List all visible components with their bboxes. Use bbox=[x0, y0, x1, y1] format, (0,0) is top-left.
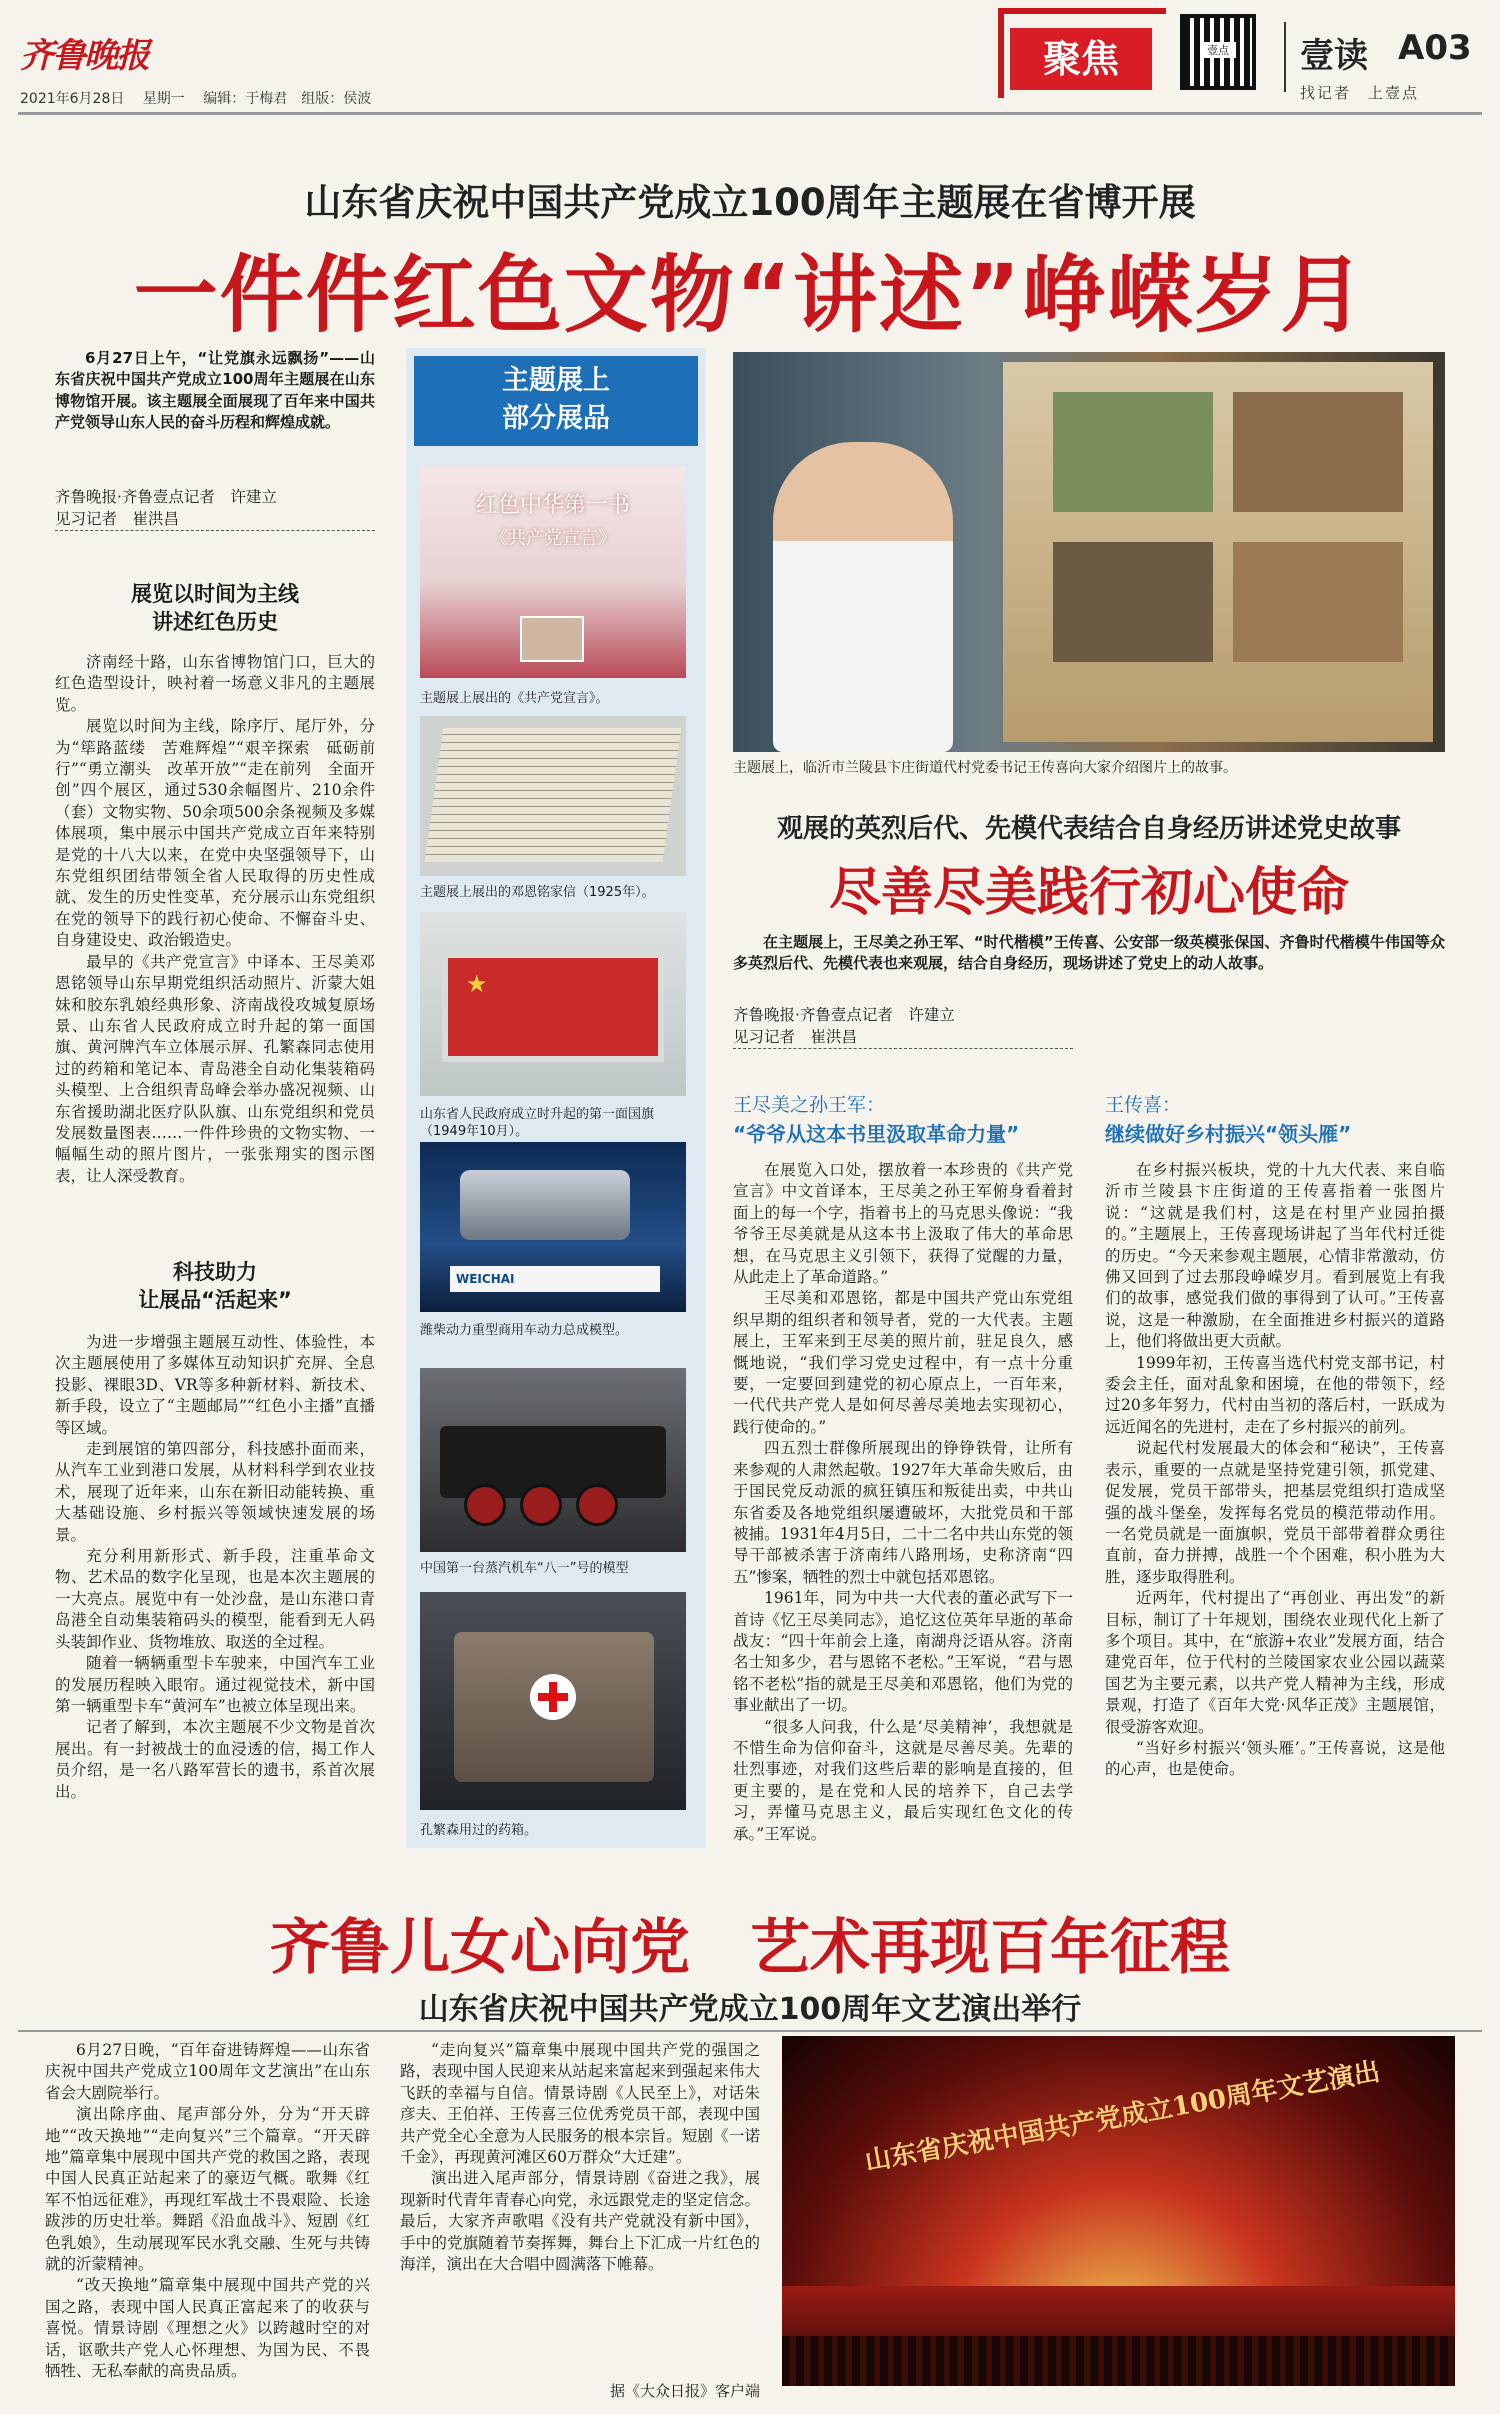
paragraph: 随着一辆辆重型卡车驶来，中国汽车工业的发展历程映入眼帘。通过视觉技术，新中国第一辆重型卡车“黄河车”也被立体呈现出来。 bbox=[55, 1654, 375, 1715]
byline-intern: 见习记者 崔洪昌 bbox=[55, 508, 375, 531]
qr-label: 壹点 bbox=[1200, 42, 1236, 58]
paragraph: 走到展馆的第四部分，科技感扑面而来，从汽车工业到港口发展，从材料科学到农业技术，展现了近年来，山东在新旧动能转换、重大基础设施、乡村振兴等领域快速发展的场景。 bbox=[55, 1440, 375, 1544]
paragraph: 记者了解到，本次主题展不少文物是首次展出。有一封被战士的血浸透的信，揭工作人员介绍，是一名八路军营长的遗书，系首次展出。 bbox=[55, 1718, 375, 1801]
byline-intern: 见习记者 崔洪昌 bbox=[733, 1026, 1073, 1049]
story2-body-2 bbox=[1105, 1160, 1445, 1852]
exhibit-photo-manifesto[interactable] bbox=[420, 466, 686, 678]
story2-lead bbox=[733, 932, 1445, 975]
stage-banner: 山东省庆祝中国共产党成立100周年文艺演出 bbox=[862, 2056, 1383, 2178]
slogan: 找记者 上壹点 bbox=[1300, 84, 1420, 102]
story3-kicker: 山东省庆祝中国共产党成立100周年文艺演出举行 bbox=[418, 1992, 1082, 2027]
paragraph: 为进一步增强主题展互动性、体验性，本次主题展使用了多媒体互动知识扩充屏、全息投影、裸眼3D、VR等多种新材料、新技术、新手段，设立了“主题邮局”“红色小主播”直播等区域。 bbox=[55, 1333, 375, 1437]
subhead-line: 科技助力 bbox=[173, 1260, 257, 1284]
exhibits-header bbox=[414, 356, 698, 446]
paragraph: 1999年初，王传喜当选代村党支部书记，村委会主任，面对乱象和困境，在他的带领下，经过20多年努力，代村由当初的落后村，一跃成为远近闻名的先进村，走在了乡村振兴的前列。 bbox=[1105, 1353, 1445, 1436]
exhibit-caption: 主题展上展出的邓恩铭家信（1925年）。 bbox=[420, 885, 655, 900]
story2-quote-1: “爷爷从这本书里汲取革命力量” bbox=[733, 1122, 1020, 1146]
performance-photo[interactable] bbox=[782, 2036, 1455, 2386]
locomotive-wheel bbox=[576, 1484, 618, 1526]
masthead-rule bbox=[18, 112, 1482, 115]
story2-person-2: 王传喜： bbox=[1105, 1094, 1182, 1116]
masthead-divider bbox=[1284, 22, 1286, 92]
paragraph: 最早的《共产党宣言》中译本、王尽美邓恩铭领导山东早期党组织活动照片、沂蒙大姐妹和胶东乳娘经典形象、济南战役攻城复原场景、山东省人民政府成立时升起的第一面国旗、黄河牌汽车立体展示屏、孔繁森同志使用过的药箱和笔记本、青岛港全自动化集装箱码头模型、上合组织青岛峰会举办盛况视频、山东省援助湖北医疗队队旗、山东党组织和党员发展数量图表……一件件珍贵的文物实物、一幅幅生动的照片图片，一张张翔实的图示图表，让人深受教育。 bbox=[55, 952, 375, 1185]
photo-panel-image bbox=[1233, 542, 1403, 662]
exhibit-caption: 山东省人民政府成立时升起的第一面国旗（1949年10月）。 bbox=[420, 1107, 655, 1139]
paragraph: “很多人问我，什么是‘尽美精神’，我想就是不惜生命为信仰奋斗，这就是尽善尽美。先辈的壮烈事迹，对我们这些后辈的影响是直接的，但更主要的，是在党和人民的培养下，自己去学习，弄懂马克思主义，最后实现红色文化的传承。”王军说。 bbox=[733, 1717, 1073, 1843]
story3-body-right bbox=[400, 2040, 760, 2378]
paragraph: 6月27日晚，“百年奋进铸辉煌——山东省庆祝中国共产党成立100周年文艺演出”在山东省会大剧院举行。 bbox=[45, 2041, 370, 2102]
photo-overlay-title: 红色中华第一书 bbox=[475, 493, 630, 518]
story3-source: 据《大众日报》客户端 bbox=[609, 2382, 760, 2400]
exhibit-caption: 孔繁森用过的药箱。 bbox=[420, 1823, 538, 1838]
exhibits-header-line: 主题展上 bbox=[502, 365, 610, 396]
story1-byline bbox=[55, 486, 375, 531]
locomotive-wheel bbox=[520, 1484, 562, 1526]
paragraph: “当好乡村振兴‘领头雁’。”王传喜说，这是他的心声，也是使命。 bbox=[1105, 1738, 1445, 1779]
subhead-line: 让展品“活起来” bbox=[138, 1288, 292, 1312]
newspaper-logo: 齐鲁晚报 bbox=[20, 36, 148, 76]
paragraph: 1961年，同为中共一大代表的董必武写下一首诗《忆王尽美同志》，追忆这位英年早逝的革命战友：“四十年前会上逢，南湖舟泛语从容。济南名士知多少，君与恩铭不老松。”王军说，“君与恩铭不老松”指的就是王尽美和邓恩铭，他们为党的事业献出了一切。 bbox=[733, 1589, 1073, 1715]
paragraph: 济南经十路，山东省博物馆门口，巨大的红色造型设计，映衬着一场意义非凡的主题展览。 bbox=[55, 653, 375, 714]
byline-reporter: 齐鲁晚报·齐鲁壹点记者 许建立 bbox=[733, 1006, 955, 1024]
story3-body-left bbox=[45, 2040, 370, 2390]
story1-kicker: 山东省庆祝中国共产党成立100周年主题展在省博开展 bbox=[304, 181, 1196, 224]
book-icon bbox=[520, 616, 584, 662]
editors: 编辑：于梅君 组版：侯波 bbox=[203, 91, 372, 107]
story2-quote-2: 继续做好乡村振兴“领头雁” bbox=[1105, 1122, 1352, 1146]
exhibit-caption: 主题展上展出的《共产党宣言》。 bbox=[420, 691, 609, 706]
exhibit-photo-medicine-box[interactable] bbox=[420, 1592, 686, 1810]
exhibits-header-line: 部分展品 bbox=[502, 403, 610, 434]
audience bbox=[782, 2336, 1455, 2386]
story2-byline bbox=[733, 1004, 1073, 1049]
story1-body-1 bbox=[55, 652, 375, 1248]
paragraph: 充分利用新形式、新手段，注重革命文物、艺术品的数字化呈现，也是本次主题展的一大亮点。展览中有一处沙盘，是山东港口青岛港全自动集装箱码头的模型，能看到无人码头装卸作业、货物堆放、取送的全过程。 bbox=[55, 1547, 375, 1651]
paragraph: 四五烈士群像所展现出的铮铮铁骨，让所有来参观的人肃然起敬。1927年大革命失败后，由于国民党反动派的疯狂镇压和叛徒出卖，中共山东省委及各地党组织屡遭破坏，大批党员和干部被捕。1931年4月5日，二十二名中共山东党的领导干部被杀害于济南纬八路刑场，史称济南“四五”惨案，牺牲的烈士中就包括邓恩铭。 bbox=[733, 1439, 1073, 1586]
story2-body-1 bbox=[733, 1160, 1073, 1852]
story1-subhead-1 bbox=[55, 580, 375, 636]
date-line bbox=[20, 88, 371, 108]
main-photo-caption: 主题展上，临沂市兰陵县卞庄街道代村党委书记王传喜向大家介绍图片上的故事。 bbox=[733, 760, 1237, 776]
exhibit-caption: 中国第一台蒸汽机车“八一”号的模型 bbox=[420, 1561, 629, 1576]
weichai-sign bbox=[450, 1266, 660, 1292]
story1-lead bbox=[55, 348, 375, 434]
exhibit-photo-flag[interactable] bbox=[420, 912, 686, 1096]
paragraph: 近两年，代村提出了“再创业、再出发”的新目标，制订了十年规划，围绕农业现代化上新了多个项目。其中，在“旅游+农业”发展方面，结合建党百年，位于代村的兰陵国家农业公园以蔬菜国艺为主要元素，以共产党人精神为主线，形成景观，打造了《百年大党·风华正茂》主题展馆，很受游客欢迎。 bbox=[1105, 1589, 1445, 1736]
story3-headline: 齐鲁儿女心向党 艺术再现百年征程 bbox=[270, 1913, 1230, 1983]
red-cross-icon bbox=[530, 1674, 576, 1720]
exhibit-photo-locomotive[interactable] bbox=[420, 1368, 686, 1552]
exhibit-photo-letter[interactable] bbox=[420, 716, 686, 876]
paragraph: 展览以时间为主线，除序厅、尾厅外，分为“筚路蓝缕 苦难辉煌”“艰辛探索 砥砺前行”“勇立潮头 改革开放”“走在前列 全面开创”四个展区，通过530余幅图片、210余件（套）文物实物、50余项500余条视频及多媒体展项，集中展示中国共产党成立百年来特别是党的十八大以来，在党中央坚强领导下，山东党组织团结带领全省人民取得的历史性成就、发生的历史性变革，充分展示山东党组织在党的领导下的践行初心使命、不懈奋斗史、自身建设史、政治锻造史。 bbox=[55, 717, 375, 950]
photo-panel-image bbox=[1053, 542, 1213, 662]
story2-lead-text: 在主题展上，王尽美之孙王军、“时代楷模”王传喜、公安部一级英模张保国、齐鲁时代楷模牛伟国等众多英烈后代、先模代表也来观展，结合自身经历，现场讲述了党史上的动人故事。 bbox=[733, 933, 1445, 973]
paragraph: 王尽美和邓恩铭，都是中国共产党山东党组织早期的组织者和领导者，党的一大代表。主题展上，王军来到王尽美的照片前，驻足良久，感慨地说，“我们学习党史过程中，有一点十分重要，一定要回到建党的初心原点上，一百年来，一代代共产党人是如何尽善尽美地去实现初心，践行使命的。” bbox=[733, 1289, 1073, 1436]
flag-case bbox=[442, 952, 664, 1062]
page-number: A03 bbox=[1398, 28, 1472, 68]
story2-person-1: 王尽美之孙王军： bbox=[733, 1094, 886, 1116]
paragraph: 演出进入尾声部分，情景诗剧《奋进之我》，展现新时代青年青春心向党，永远跟党走的坚定信念。最后，大家齐声歌唱《没有共产党就没有新中国》，手中的党旗随着节奏挥舞，舞台上下汇成一片红色的海洋，演出在大合唱中圆满落下帷幕。 bbox=[400, 2169, 760, 2274]
story1-headline: 一件件红色文物“讲述”峥嵘岁月 bbox=[133, 246, 1367, 344]
main-photo[interactable] bbox=[733, 352, 1445, 752]
qr-code[interactable] bbox=[1180, 14, 1256, 90]
subhead-line: 展览以时间为主线 bbox=[131, 582, 299, 606]
letter-paper bbox=[425, 728, 682, 862]
subhead-line: 讲述红色历史 bbox=[152, 610, 278, 634]
section-tab[interactable]: 聚焦 bbox=[1010, 28, 1152, 90]
paragraph: “走向复兴”篇章集中展现中国共产党的强国之路，表现中国人民迎来从站起来富起来到强起来伟大飞跃的幸福与自信。情景诗剧《人民至上》，对话朱彦夫、王伯祥、王传喜三位优秀党员干部，表现中国共产党全心全意为人民服务的根本宗旨。短剧《一诺千金》，再现黄河滩区60万群众“大迁建”。 bbox=[400, 2041, 760, 2167]
story2-kicker: 观展的英烈后代、先模代表结合自身经历讲述党史故事 bbox=[776, 814, 1401, 844]
exhibit-photo-engine[interactable] bbox=[420, 1142, 686, 1312]
paragraph: 在乡村振兴板块，党的十九大代表、来自临沂市兰陵县卞庄街道的王传喜指着一张图片说：“这就是我们村，这是在村里产业园拍摄的。”主题展上，王传喜现场讲起了当年代村迁徙的历史。“今天来参观主题展，心情非常激动，仿佛又回到了过去那段峥嵘岁月。看到展览上有我们的故事，感觉我们做的事得到了认可。”王传喜说，这是一种激励，在全面推进乡村振兴的道路上，他们将做出更大贡献。 bbox=[1105, 1161, 1445, 1351]
story2-headline: 尽善尽美践行初心使命 bbox=[828, 863, 1349, 923]
story1-lead-text: 6月27日上午，“让党旗永远飘扬”——山东省庆祝中国共产党成立100周年主题展在山东博物馆开展。该主题展全面展现了百年来中国共产党领导山东人民的奋斗历程和辉煌成就。 bbox=[55, 349, 375, 432]
brand-name: 壹读 bbox=[1300, 36, 1368, 76]
paragraph: 演出除序曲、尾声部分外，分为“开天辟地”“改天换地”“走向复兴”三个篇章。“开天辟地”篇章集中展现中国共产党的救国之路，表现中国人民真正站起来了的豪迈气概。歌舞《红军不怕远征难》，再现红军战士不畏艰险、长途跋涉的历史壮举。舞蹈《沿血战斗》、短剧《红色乳娘》，生动展现军民水乳交融、生死与共铸就的沂蒙精神。 bbox=[45, 2105, 370, 2274]
issue-weekday: 星期一 bbox=[142, 91, 185, 107]
paragraph: 说起代村发展最大的体会和“秘诀”，王传喜表示，重要的一点就是坚持党建引领，抓党建、促发展，党员干部带头，把基层党组织打造成坚强的战斗堡垒，发挥每名党员的模范带动作用。一名党员就是一面旗帜，党员干部带着群众勇往直前，奋力拼搏，战胜一个个困难，积小胜为大胜，逐步取得胜利。 bbox=[1105, 1439, 1445, 1586]
issue-date: 2021年6月28日 bbox=[20, 91, 125, 107]
byline-reporter: 齐鲁晚报·齐鲁壹点记者 许建立 bbox=[55, 488, 277, 506]
story1-subhead-2 bbox=[55, 1258, 375, 1314]
photo-overlay-subtitle: 《共产党宣言》 bbox=[490, 528, 616, 549]
photo-panel-image bbox=[1053, 392, 1213, 512]
person-figure bbox=[773, 442, 953, 752]
paragraph: 在展览入口处，摆放着一本珍贵的《共产党宣言》中文首译本，王尽美之孙王军俯身看着封面上的每一个字，指着书上的马克思头像说：“我爷爷王尽美就是从这本书上汲取了伟大的革命思想，在马克思主义引领下，获得了觉醒的力量，从此走上了革命道路。” bbox=[733, 1161, 1073, 1287]
weichai-sign-text: WEICHAI bbox=[456, 1272, 515, 1286]
photo-panel-image bbox=[1233, 392, 1403, 512]
story3-rule bbox=[18, 2030, 1482, 2032]
star-icon: ★ bbox=[466, 970, 488, 998]
locomotive-wheel bbox=[464, 1484, 506, 1526]
story1-body-2 bbox=[55, 1332, 375, 1852]
engine-model bbox=[460, 1170, 630, 1240]
paragraph: “改天换地”篇章集中展现中国共产党的兴国之路，表现中国人民真正富起来了的收获与喜悦。情景诗剧《理想之火》以跨越时空的对话，讴歌共产党人心怀理想、为国为民、不畏牺牲、无私奉献的高贵品质。 bbox=[45, 2276, 370, 2381]
exhibit-caption: 潍柴动力重型商用车动力总成模型。 bbox=[420, 1323, 629, 1338]
